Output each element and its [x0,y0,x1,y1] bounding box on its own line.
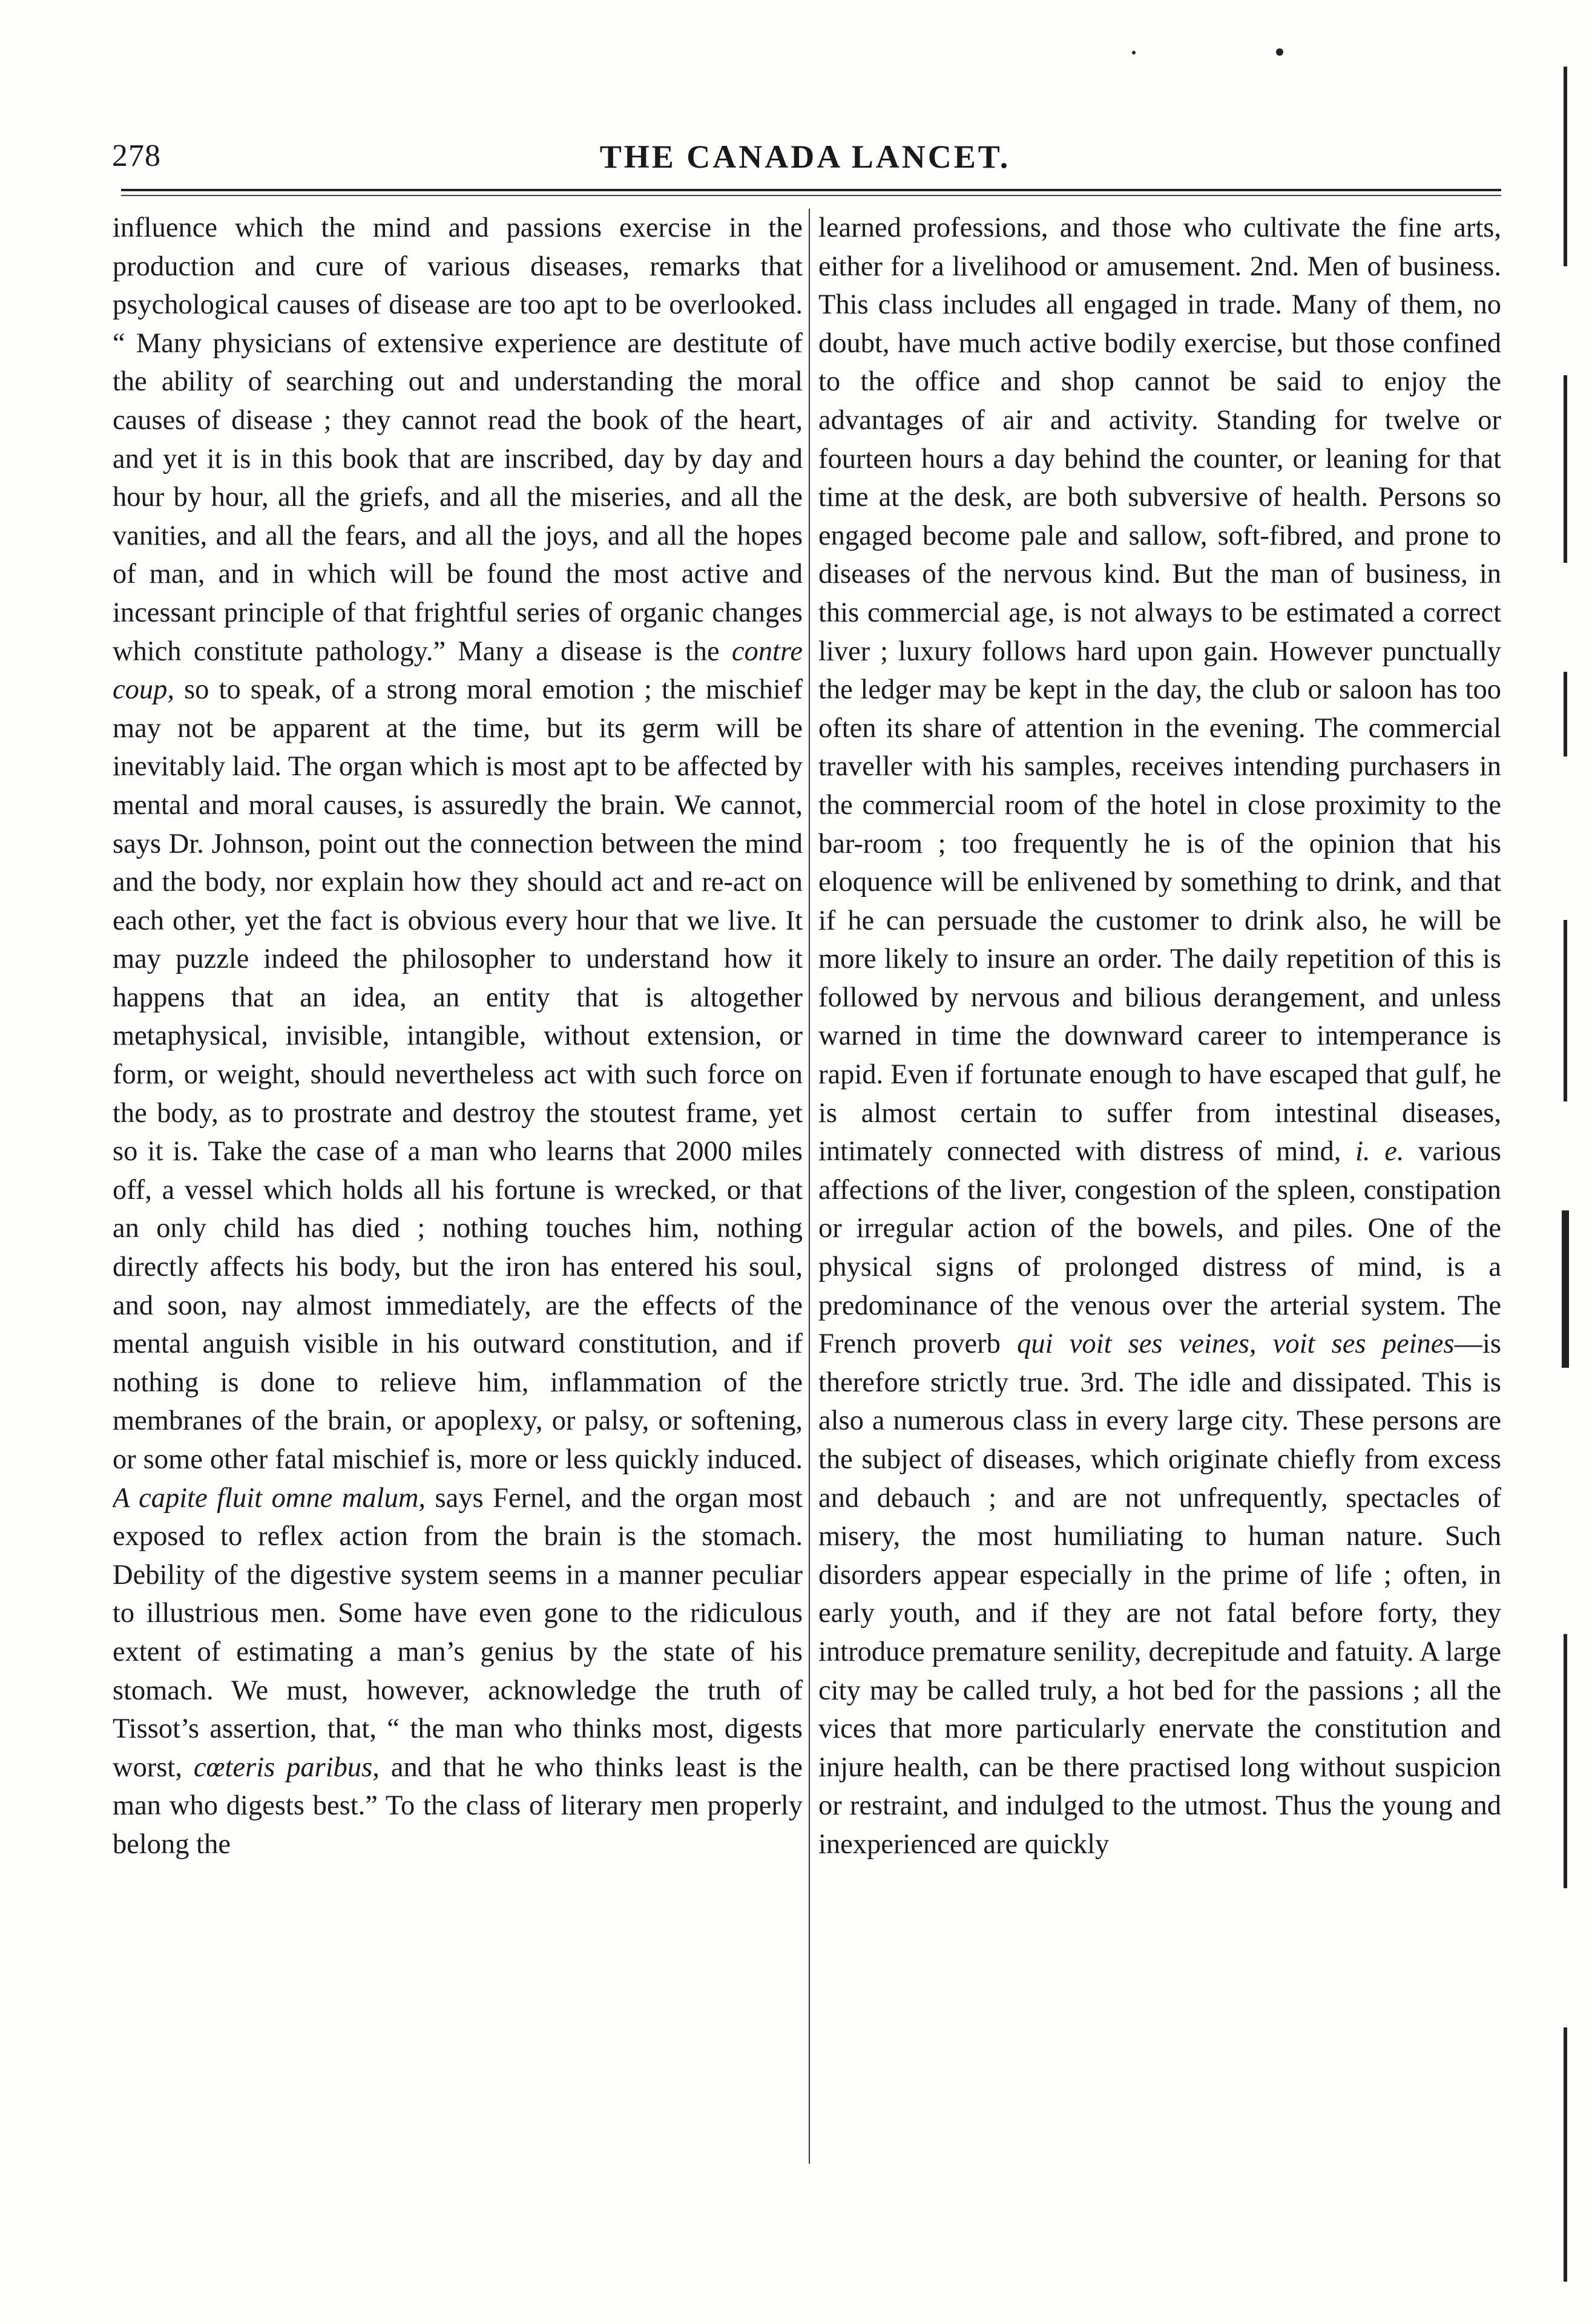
header-rule-thin [121,195,1501,196]
italic-phrase-contre-coup: contre coup, [113,635,803,706]
binding-edge-mark [1562,1210,1569,1368]
italic-phrase-latin-quote: A capite fluit omne malum, [113,1482,426,1514]
left-column [113,209,803,2260]
running-header [112,138,1498,186]
binding-edge-mark [1564,672,1567,757]
italic-phrase-french-proverb: qui voit ses veines, voit ses peines [1017,1328,1455,1360]
text-run: —is therefore strictly true. 3rd. The idle and dissipated. This is also a numerous class in every large city. These persons are the subject of diseases, which originate chiefly from excess and debauch ; and are not unfrequently, spectacles of misery, the most humiliating to human nature. Such disorders appear especially in the prime of life ; often, in early youth, and if they are not fatal before forty, they introduce premature senility, decrepitude and fatuity. A large city may be called truly, a hot bed for the passions ; all the vices that more particularly enervate the constitution and injure health, can be there practised long without suspicion or restraint, and indulged to the utmost. Thus the young and inexperienced are quickly [818,1328,1501,1860]
text-run: influence which the mind and passions exercise in the production and cure of various diseases, remarks that psychological causes of disease are too apt to be overlooked. “ Many physicians of extensive experience are destitute of the ability of searching out and understanding the moral causes of disease ; they cannot read the book of the heart, and yet it is in this book that are inscribed, day by day and hour by hour, all the griefs, and all the miseries, and all the vanities, and all the fears, and all the joys, and all the hopes of man, and in which will be found the most active and incessant principle of that frightful series of organic changes which constitute pathology.” Many a disease is the [113,212,803,667]
page-number: 278 [112,139,161,173]
header-rule [121,189,1501,191]
scan-speck [1276,48,1283,56]
binding-edge-mark [1564,2027,1567,2282]
text-run: so to speak, of a strong moral emotion ; the mischief may not be apparent at the time, but its germ will be inevitably laid. The organ which is most apt to be affected by mental and moral causes, is assuredly the brain. We cannot, says Dr. Johnson, point out the connection between the mind and the body, nor explain how they should act and re-act on each other, yet the fact is obvious every hour that we live. It may puzzle indeed the philosopher to understand how it happens that an idea, an entity that is altogether metaphysical, invisible, intangible, without extension, or form, or weight, should nevertheless act with such force on the body, as to prostrate and destroy the stoutest frame, yet so it is. Take the case of a man who learns that 2000 miles off, a vessel which holds all his fortune is wrecked, or that an only child has died ; nothing touches him, nothing directly affects his body, but the iron has entered his soul, and soon, nay almost immediately, are the effects of the mental anguish visible in his outward constitution, and if nothing is done to relieve him, inflammation of the membranes of the brain, or apoplexy, or palsy, or softening, or some other fatal mischief is, more or less quickly induced. [113,674,803,1475]
right-column [818,209,1501,2260]
scan-speck [1132,51,1136,54]
journal-title: THE CANADA LANCET. [599,139,1011,175]
binding-edge-mark [1564,1634,1567,1888]
left-column-paragraph [113,209,803,1864]
binding-edge-mark [1564,67,1567,266]
text-run: and that he who thinks least is the man who digests best.” To the class of literary men properly belong the [113,1751,803,1860]
text-run: various affections of the liver, congestion of the spleen, constipation or irregular action of the bowels, and piles. One of the physical signs of prolonged distress of mind, is a predominance of the venous over the arterial system. The French proverb [818,1136,1501,1360]
italic-phrase-ie: i. e. [1355,1136,1404,1167]
column-divider [809,209,810,2164]
italic-phrase-ceteris-paribus: cœteris paribus, [193,1751,380,1783]
right-column-paragraph [818,209,1501,1864]
text-run: says Fernel, and the organ most exposed to reflex action from the brain is the stomach. Debility of the digestive system seems in a manner peculiar to illustrious men. Some have even gone to the ridiculous extent of estimating a man’s genius by the state of his stomach. We must, however, acknowledge the truth of Tissot’s assertion, that, “ the man who thinks most, digests worst, [113,1482,803,1783]
binding-edge-mark [1564,920,1567,1101]
binding-edge-mark [1564,375,1567,563]
text-run: learned professions, and those who cultivate the fine arts, either for a livelihood or amusement. 2nd. Men of business. This class includes all engaged in trade. Many of them, no doubt, have much active bodily exercise, but those confined to the office and shop cannot be said to enjoy the advantages of air and activity. Standing for twelve or fourteen hours a day behind the counter, or leaning for that time at the desk, are both subversive of health. Persons so engaged become pale and sallow, soft-fibred, and prone to diseases of the nervous kind. But the man of business, in this commercial age, is not always to be estimated a correct liver ; luxury follows hard upon gain. However punctually the ledger may be kept in the day, the club or saloon has too often its share of attention in the evening. The commercial traveller with his samples, receives intending purchasers in the commercial room of the hotel in close proximity to the bar-room ; too frequently he is of the opinion that his eloquence will be enlivened by something to drink, and that if he can persuade the customer to drink also, he will be more likely to insure an order. The daily repetition of this is followed by nervous and bilious derangement, and unless warned in time the downward career to intemperance is rapid. Even if fortunate enough to have escaped that gulf, he is almost certain to suffer from intestinal diseases, intimately connected with distress of mind, [818,212,1501,1167]
